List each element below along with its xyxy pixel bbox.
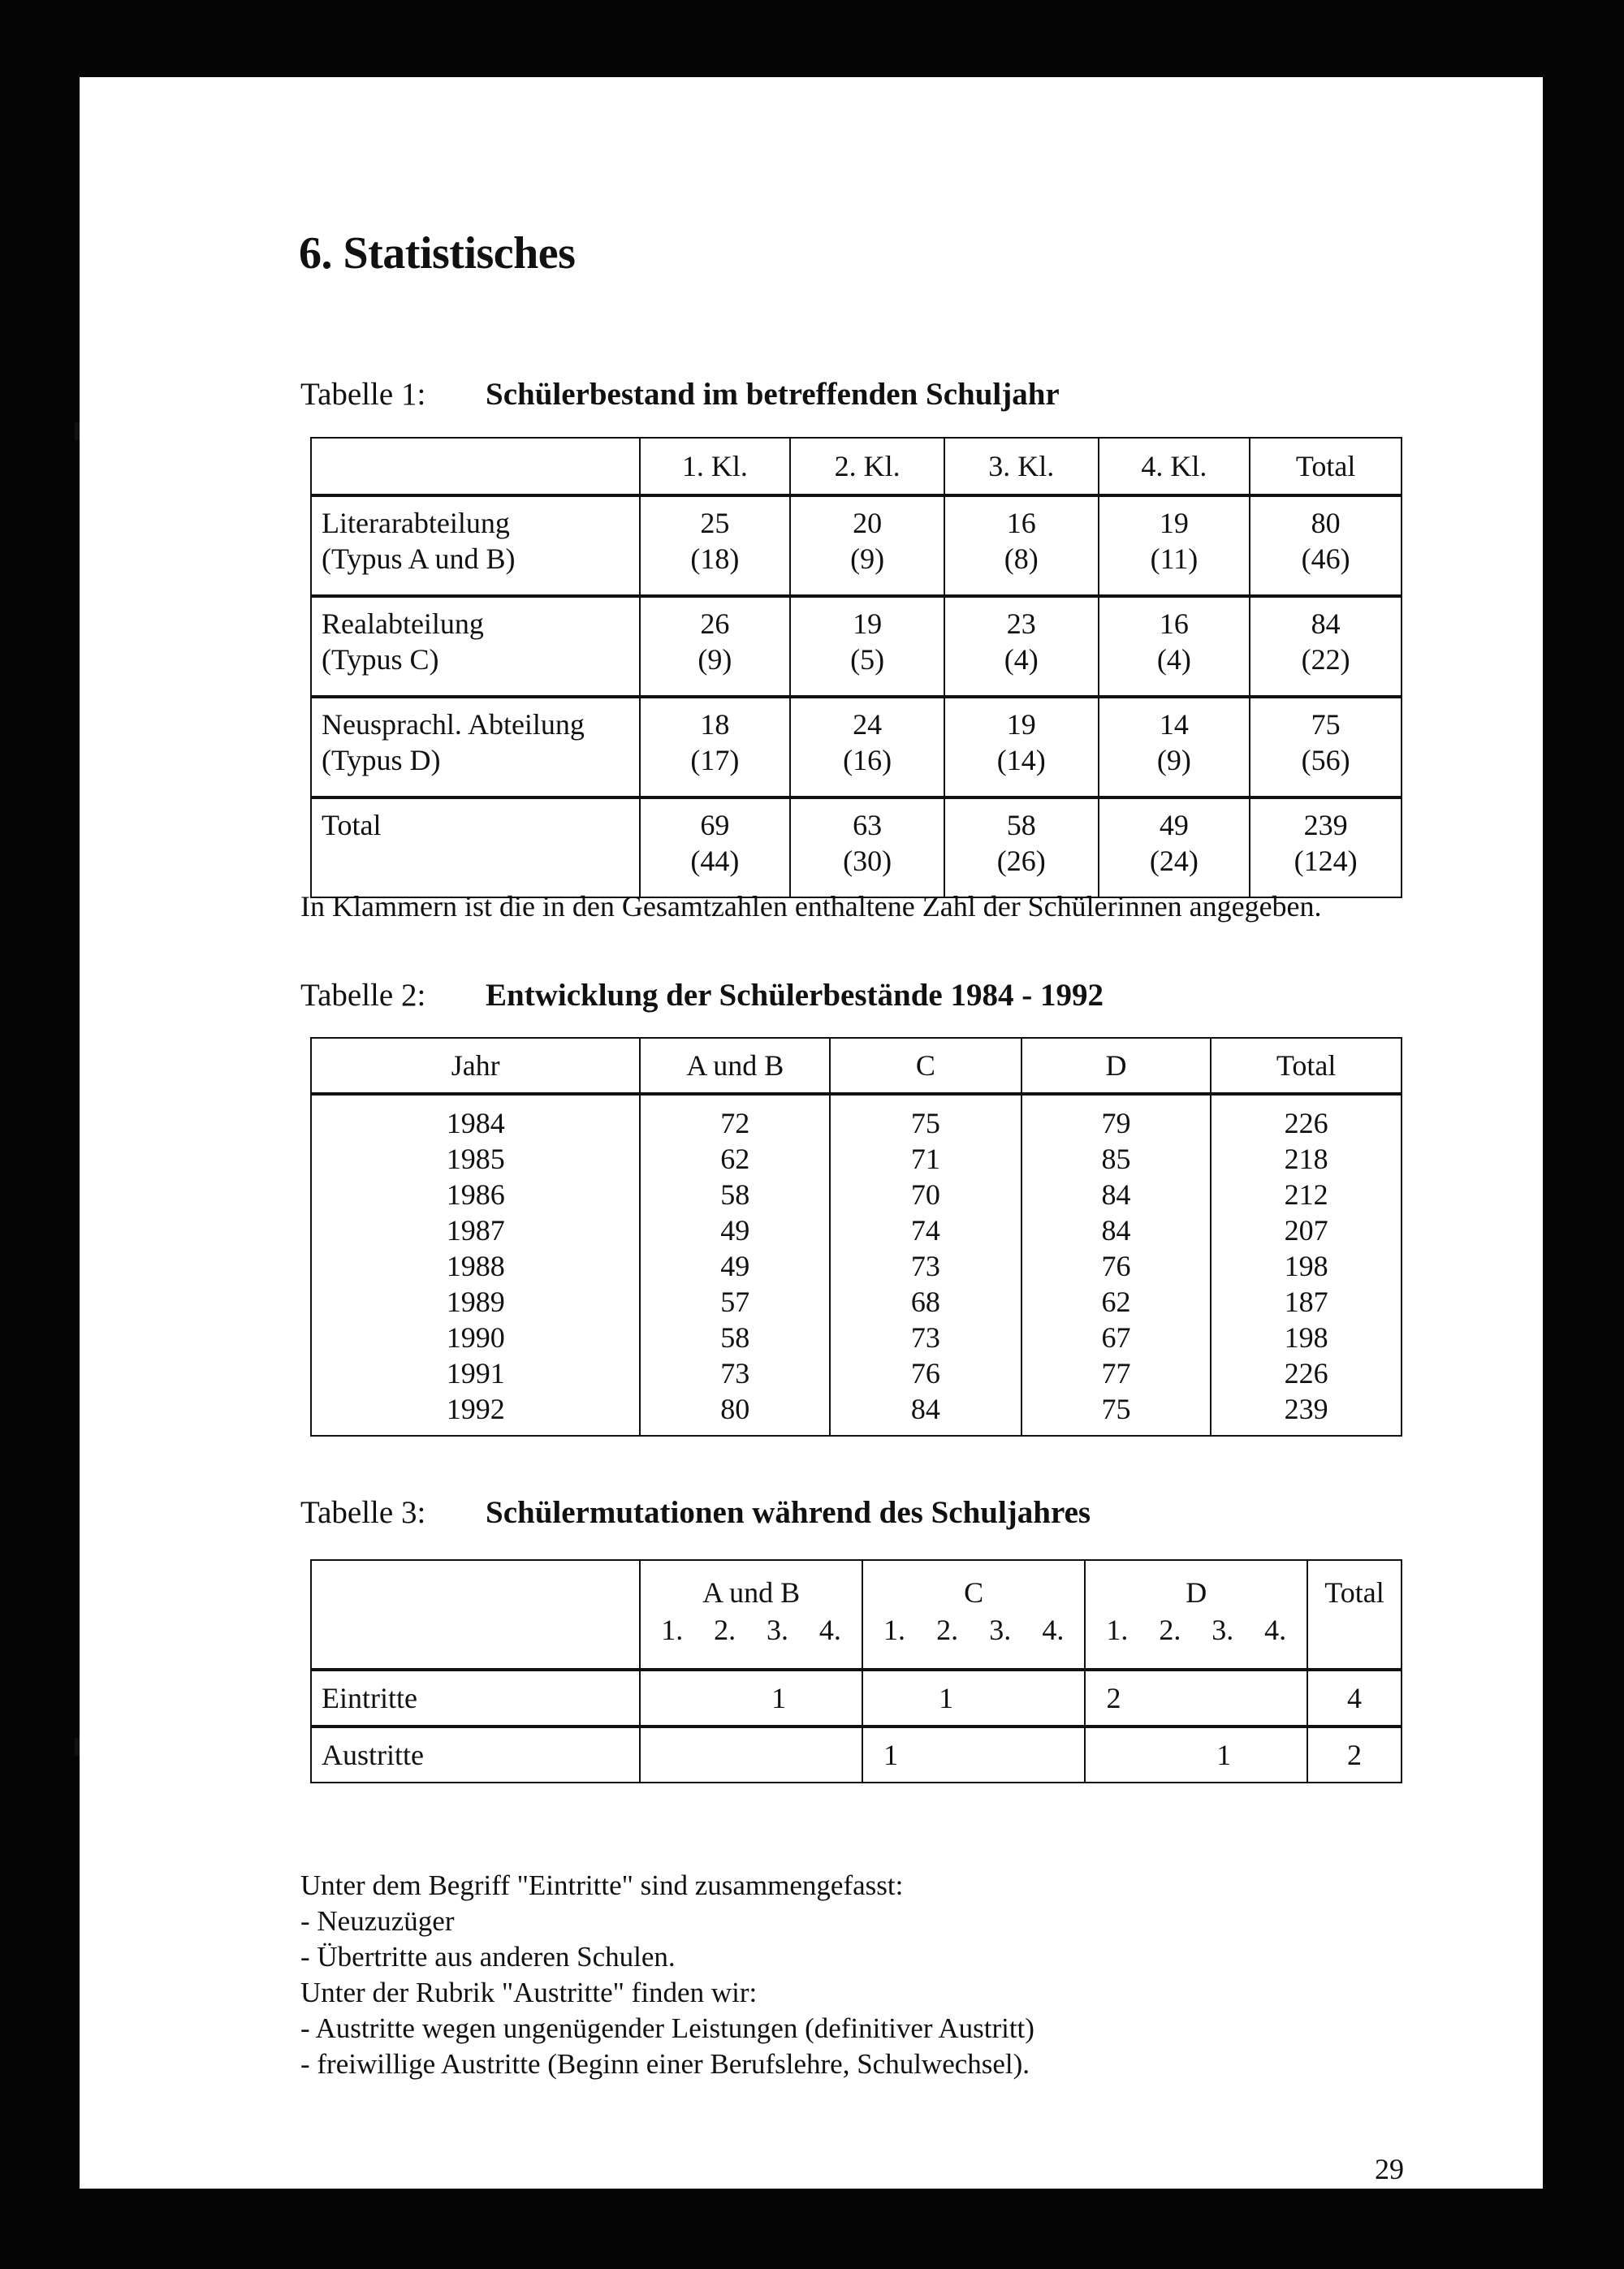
class-label: 2. bbox=[714, 1614, 736, 1646]
table3-class-labels bbox=[863, 1611, 1085, 1649]
girls-count-value: (9) bbox=[698, 643, 732, 676]
table2-value: 75 bbox=[910, 1107, 940, 1139]
table3-row bbox=[311, 1670, 1402, 1727]
table3-header-empty bbox=[311, 1560, 640, 1670]
year-value: 1989 bbox=[446, 1286, 505, 1318]
table2-value: 239 bbox=[1284, 1393, 1328, 1425]
table1-cell bbox=[790, 697, 944, 797]
table3-title: Schülermutationen während des Schuljahres bbox=[486, 1495, 1091, 1530]
class-label: 3. bbox=[989, 1614, 1012, 1646]
table1-cell bbox=[1250, 495, 1402, 596]
table2-caption bbox=[300, 977, 1104, 1013]
count-value: 24 bbox=[853, 708, 883, 741]
mutation-value: 1 bbox=[883, 1739, 898, 1771]
table2-value: 84 bbox=[1101, 1178, 1131, 1211]
table1-cell bbox=[1099, 697, 1250, 797]
table2-value: 84 bbox=[1101, 1214, 1131, 1247]
class-label: 1. bbox=[883, 1614, 905, 1646]
table1-cell bbox=[944, 797, 1099, 897]
table1-header-row bbox=[311, 438, 1402, 495]
count-value: 18 bbox=[700, 708, 730, 741]
table1-cell bbox=[640, 495, 791, 596]
table1-cell bbox=[790, 495, 944, 596]
count-value: 16 bbox=[1159, 607, 1189, 640]
table1-cell bbox=[790, 596, 944, 697]
table1-header-cell: 3. Kl. bbox=[944, 438, 1099, 495]
table2-value: 226 bbox=[1284, 1357, 1328, 1389]
table2-value: 85 bbox=[1101, 1143, 1131, 1175]
footnote-line: - Austritte wegen ungenügender Leistungen (definitiver Austritt) bbox=[300, 2012, 1034, 2044]
table2-value: 73 bbox=[720, 1357, 750, 1389]
table1-header-cell bbox=[311, 438, 640, 495]
count-value: 80 bbox=[1311, 507, 1341, 539]
footnotes bbox=[300, 1868, 1034, 2082]
table2-value: 73 bbox=[910, 1321, 940, 1354]
table2-value: 49 bbox=[720, 1250, 750, 1282]
girls-count-value: (26) bbox=[996, 845, 1046, 877]
girls-count-value: (22) bbox=[1301, 643, 1350, 676]
table3-group-c bbox=[862, 1560, 1086, 1670]
table2-value: 84 bbox=[910, 1393, 940, 1425]
section-title: 6. Statistisches bbox=[299, 228, 576, 279]
table3-group-label: C bbox=[964, 1576, 984, 1609]
table2-value: 62 bbox=[720, 1143, 750, 1175]
table2-value: 212 bbox=[1284, 1178, 1328, 1211]
mutation-value bbox=[1029, 1681, 1084, 1715]
page-number: 29 bbox=[1375, 2153, 1404, 2185]
count-value: 14 bbox=[1159, 708, 1189, 741]
girls-count-value: (18) bbox=[690, 542, 740, 575]
table1-row-label bbox=[311, 797, 640, 897]
count-value: 75 bbox=[1311, 708, 1341, 741]
table3-row-label: Austritte bbox=[311, 1727, 640, 1783]
table3-row-label: Eintritte bbox=[311, 1670, 640, 1727]
count-value: 19 bbox=[1006, 708, 1036, 741]
count-value: 16 bbox=[1006, 507, 1036, 539]
table1-cell bbox=[944, 495, 1099, 596]
table2-value: 79 bbox=[1101, 1107, 1131, 1139]
table2-value: 198 bbox=[1284, 1250, 1328, 1282]
table2-value: 73 bbox=[910, 1250, 940, 1282]
table2-value: 58 bbox=[720, 1321, 750, 1354]
table1-cell bbox=[1099, 495, 1250, 596]
table2-d-column bbox=[1021, 1094, 1212, 1436]
table1-header-cell: 2. Kl. bbox=[790, 438, 944, 495]
girls-count-value: (11) bbox=[1150, 542, 1199, 575]
mutation-value bbox=[974, 1681, 1029, 1715]
mutation-value bbox=[918, 1738, 974, 1772]
class-label: 1. bbox=[1106, 1614, 1129, 1646]
table2-header-row bbox=[311, 1038, 1402, 1094]
girls-count-value: (16) bbox=[843, 744, 892, 776]
mutation-value bbox=[641, 1681, 696, 1715]
table2-header-cell: Total bbox=[1211, 1038, 1402, 1094]
table2-header-cell: D bbox=[1021, 1038, 1212, 1094]
table3-total-header: Total bbox=[1307, 1560, 1402, 1670]
table2-value: 207 bbox=[1284, 1214, 1328, 1247]
table3-class-labels bbox=[641, 1611, 862, 1649]
table2 bbox=[310, 1037, 1402, 1437]
table3-group-label: D bbox=[1186, 1576, 1207, 1609]
year-value: 1984 bbox=[446, 1107, 505, 1139]
table2-value: 71 bbox=[910, 1143, 940, 1175]
table2-value: 198 bbox=[1284, 1321, 1328, 1354]
count-value: 63 bbox=[853, 809, 883, 841]
document-page bbox=[80, 77, 1543, 2189]
class-label: 3. bbox=[767, 1614, 789, 1646]
count-value: 20 bbox=[853, 507, 883, 539]
table3-class-labels bbox=[1086, 1611, 1307, 1649]
table1-note: In Klammern ist die in den Gesamtzahlen enthaltene Zahl der Schülerinnen angegeben. bbox=[300, 890, 1322, 923]
table2-value: 75 bbox=[1101, 1393, 1131, 1425]
mutation-value: 1 bbox=[771, 1682, 787, 1714]
year-value: 1987 bbox=[446, 1214, 505, 1247]
girls-count-value: (5) bbox=[850, 643, 885, 676]
class-label: 2. bbox=[1159, 1614, 1181, 1646]
table2-header-cell: A und B bbox=[640, 1038, 830, 1094]
girls-count-value: (14) bbox=[996, 744, 1046, 776]
mutation-value bbox=[806, 1681, 862, 1715]
table1-cell bbox=[1250, 596, 1402, 697]
table3-row bbox=[311, 1727, 1402, 1783]
count-value: 23 bbox=[1006, 607, 1036, 640]
table3-group-ab bbox=[640, 1560, 862, 1670]
table2-value: 74 bbox=[910, 1214, 940, 1247]
count-value: 84 bbox=[1311, 607, 1341, 640]
table2-value: 57 bbox=[720, 1286, 750, 1318]
table1-cell bbox=[640, 797, 791, 897]
table3-group-cell-ab bbox=[640, 1727, 862, 1783]
row-label-line: Total bbox=[322, 809, 382, 841]
scan-mark bbox=[75, 422, 80, 440]
mutation-value bbox=[1251, 1738, 1307, 1772]
class-label: 3. bbox=[1212, 1614, 1234, 1646]
table1-cell bbox=[1099, 797, 1250, 897]
table2-body-row bbox=[311, 1094, 1402, 1436]
mutation-value: 1 bbox=[939, 1682, 954, 1714]
table2-value: 76 bbox=[910, 1357, 940, 1389]
table1-label: Tabelle 1: bbox=[300, 377, 426, 412]
count-value: 19 bbox=[853, 607, 883, 640]
year-value: 1991 bbox=[446, 1357, 505, 1389]
count-value: 239 bbox=[1303, 809, 1348, 841]
table2-value: 76 bbox=[1101, 1250, 1131, 1282]
mutation-value: 2 bbox=[1106, 1682, 1121, 1714]
row-label-line: Literarabteilung bbox=[322, 507, 510, 539]
table2-c-column bbox=[830, 1094, 1021, 1436]
table3-label: Tabelle 3: bbox=[300, 1495, 426, 1530]
table1-cell bbox=[640, 697, 791, 797]
table3-total-value: 2 bbox=[1307, 1727, 1402, 1783]
girls-count-value: (44) bbox=[690, 845, 740, 877]
table1-row-label bbox=[311, 495, 640, 596]
table1-row bbox=[311, 596, 1402, 697]
count-value: 26 bbox=[700, 607, 730, 640]
class-label: 4. bbox=[1042, 1614, 1065, 1646]
table2-header-cell: Jahr bbox=[311, 1038, 640, 1094]
table2-value: 80 bbox=[720, 1393, 750, 1425]
mutation-value bbox=[863, 1681, 918, 1715]
mutation-value bbox=[1196, 1681, 1251, 1715]
table1-row-label bbox=[311, 596, 640, 697]
class-label: 1. bbox=[661, 1614, 684, 1646]
row-label-line: (Typus A und B) bbox=[322, 542, 516, 575]
row-label-line: (Typus C) bbox=[322, 643, 439, 676]
table1-header-cell: Total bbox=[1250, 438, 1402, 495]
mutation-value bbox=[1086, 1738, 1141, 1772]
table3-group-d bbox=[1085, 1560, 1307, 1670]
year-value: 1990 bbox=[446, 1321, 505, 1354]
table2-value: 67 bbox=[1101, 1321, 1131, 1354]
girls-count-value: (24) bbox=[1149, 845, 1199, 877]
table3-group-cell-d bbox=[1085, 1670, 1307, 1727]
girls-count-value: (9) bbox=[850, 542, 885, 575]
table3 bbox=[310, 1559, 1402, 1783]
count-value: 49 bbox=[1159, 809, 1189, 841]
mutation-value bbox=[1141, 1738, 1196, 1772]
table1-caption bbox=[300, 376, 1060, 413]
count-value: 58 bbox=[1006, 809, 1036, 841]
table2-title: Entwicklung der Schülerbestände 1984 - 1992 bbox=[486, 978, 1104, 1013]
table1-title: Schülerbestand im betreffenden Schuljahr bbox=[486, 377, 1060, 412]
footnote-line: Unter der Rubrik "Austritte" finden wir: bbox=[300, 1977, 758, 2008]
footnote-line: Unter dem Begriff "Eintritte" sind zusammengefasst: bbox=[300, 1869, 904, 1901]
table2-value: 58 bbox=[720, 1178, 750, 1211]
scan-mark bbox=[75, 1738, 80, 1756]
table1-header-cell: 1. Kl. bbox=[640, 438, 791, 495]
girls-count-value: (30) bbox=[843, 845, 892, 877]
count-value: 25 bbox=[700, 507, 730, 539]
table2-value: 68 bbox=[910, 1286, 940, 1318]
table3-total-value: 4 bbox=[1307, 1670, 1402, 1727]
table3-group-cell-d bbox=[1085, 1727, 1307, 1783]
class-label: 4. bbox=[818, 1614, 841, 1646]
table2-value: 77 bbox=[1101, 1357, 1131, 1389]
table2-total-column bbox=[1211, 1094, 1402, 1436]
year-value: 1988 bbox=[446, 1250, 505, 1282]
table3-caption bbox=[300, 1494, 1091, 1531]
table2-header-cell: C bbox=[830, 1038, 1021, 1094]
count-value: 69 bbox=[700, 809, 730, 841]
table3-group-cell-c bbox=[862, 1727, 1086, 1783]
row-label-line: (Typus D) bbox=[322, 744, 441, 776]
footnote-line: - freiwillige Austritte (Beginn einer Berufslehre, Schulwechsel). bbox=[300, 2048, 1030, 2080]
table3-group-cell-ab bbox=[640, 1670, 862, 1727]
table2-value: 218 bbox=[1284, 1143, 1328, 1175]
footnote-line: - Übertritte aus anderen Schulen. bbox=[300, 1941, 676, 1973]
table2-value: 49 bbox=[720, 1214, 750, 1247]
table1-cell bbox=[640, 596, 791, 697]
girls-count-value: (9) bbox=[1156, 744, 1191, 776]
table1-header-cell: 4. Kl. bbox=[1099, 438, 1250, 495]
table1-row-label bbox=[311, 697, 640, 797]
table2-value: 70 bbox=[910, 1178, 940, 1211]
table3-group-label: A und B bbox=[702, 1576, 801, 1609]
girls-count-value: (8) bbox=[1004, 542, 1039, 575]
table1-cell bbox=[944, 596, 1099, 697]
row-label-line: Neusprachl. Abteilung bbox=[322, 708, 585, 741]
year-value: 1992 bbox=[446, 1393, 505, 1425]
table1 bbox=[310, 437, 1402, 898]
table1-cell bbox=[1250, 797, 1402, 897]
footnote-line: - Neuzuzüger bbox=[300, 1905, 455, 1937]
table1-cell bbox=[790, 797, 944, 897]
girls-count-value: (56) bbox=[1301, 744, 1350, 776]
table2-year-column bbox=[311, 1094, 640, 1436]
girls-count-value: (4) bbox=[1156, 643, 1191, 676]
table2-label: Tabelle 2: bbox=[300, 978, 426, 1013]
table2-value: 187 bbox=[1284, 1286, 1328, 1318]
girls-count-value: (17) bbox=[690, 744, 740, 776]
table1-cell bbox=[1099, 596, 1250, 697]
mutation-value bbox=[1141, 1681, 1196, 1715]
table2-value: 226 bbox=[1284, 1107, 1328, 1139]
row-label-line: Realabteilung bbox=[322, 607, 484, 640]
table1-cell bbox=[1250, 697, 1402, 797]
class-label: 2. bbox=[936, 1614, 959, 1646]
table3-header-row bbox=[311, 1560, 1402, 1670]
table1-row bbox=[311, 697, 1402, 797]
mutation-value bbox=[1029, 1738, 1084, 1772]
year-value: 1985 bbox=[446, 1143, 505, 1175]
year-value: 1986 bbox=[446, 1178, 505, 1211]
table3-group-cell-c bbox=[862, 1670, 1086, 1727]
table1-row bbox=[311, 797, 1402, 897]
table2-value: 62 bbox=[1101, 1286, 1131, 1318]
table2-value: 72 bbox=[720, 1107, 750, 1139]
girls-count-value: (4) bbox=[1004, 643, 1039, 676]
count-value: 19 bbox=[1159, 507, 1189, 539]
table2-ab-column bbox=[640, 1094, 830, 1436]
mutation-value: 1 bbox=[1216, 1739, 1232, 1771]
girls-count-value: (124) bbox=[1294, 845, 1358, 877]
mutation-value bbox=[974, 1738, 1029, 1772]
table1-cell bbox=[944, 697, 1099, 797]
girls-count-value: (46) bbox=[1301, 542, 1350, 575]
mutation-value bbox=[1251, 1681, 1307, 1715]
mutation-value bbox=[696, 1681, 751, 1715]
table1-row bbox=[311, 495, 1402, 596]
class-label: 4. bbox=[1264, 1614, 1287, 1646]
